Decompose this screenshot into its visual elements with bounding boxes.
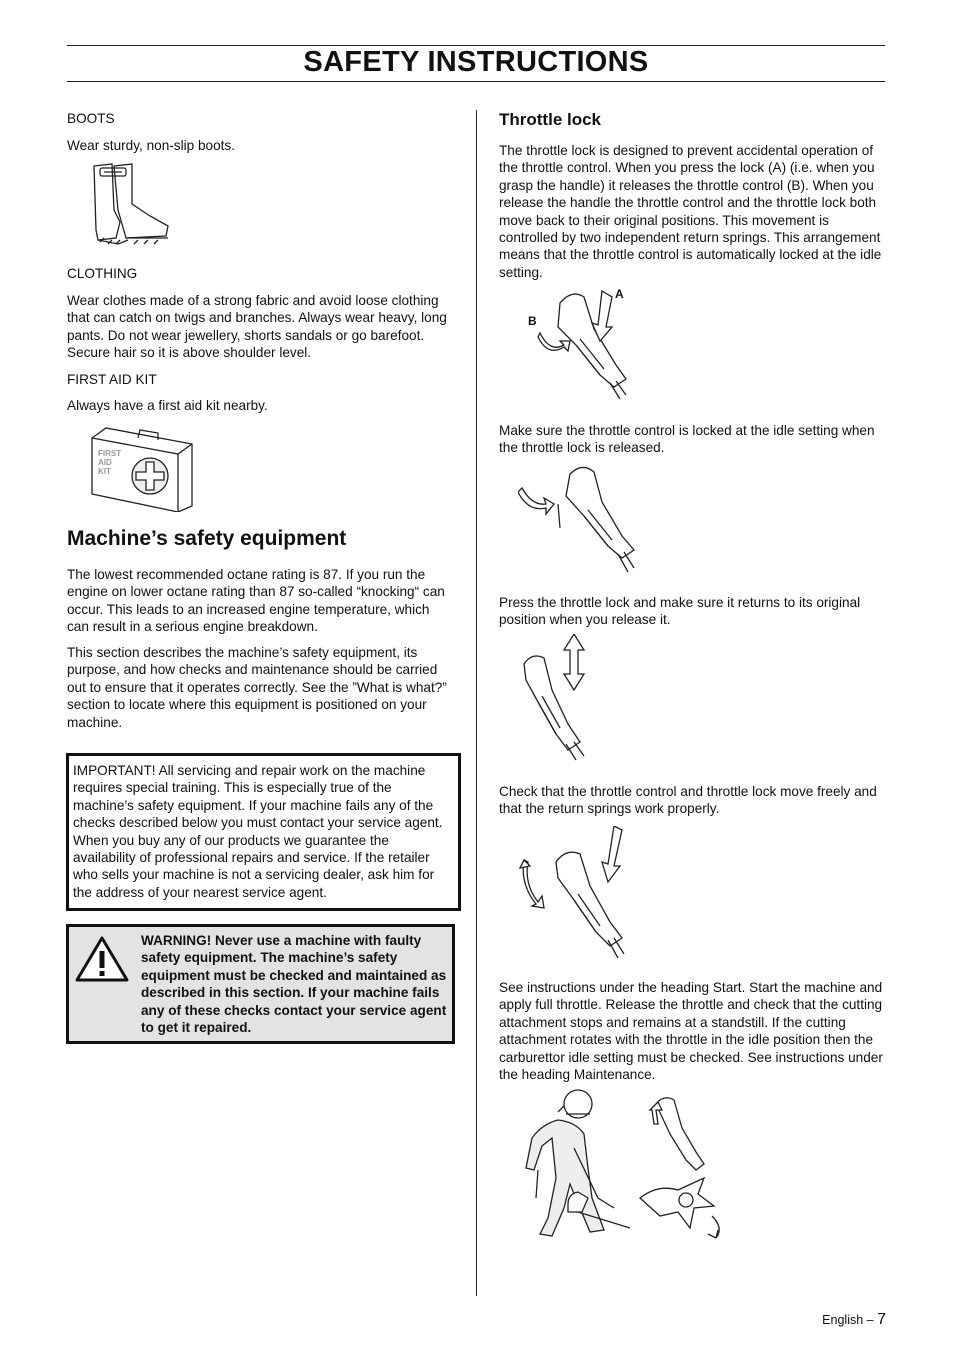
boots-text: Wear sturdy, non-slip boots. [67,138,235,153]
press-lock-paragraph: Press the throttle lock and make sure it returns to its original position when you release it. [499,595,861,628]
header-rule-bottom [67,81,885,82]
first-aid-kit-illustration [88,420,198,512]
footer-language: English [822,1313,864,1327]
important-notice-box [66,753,461,911]
throttle-idle-illustration [518,458,648,578]
label-b: B [528,314,537,328]
throttle-press-illustration [518,634,618,764]
page-footer [822,1311,886,1329]
boots-heading: BOOTS [67,111,115,126]
clothing-heading: CLOTHING [67,266,138,281]
octane-paragraph: The lowest recommended octane rating is 87. If you run the engine on lower octane rating than 87 so-called “knocking“ can occur. This leads to an increased engine temperature, which can result in a serious engine breakdown. [67,567,445,635]
move-freely-paragraph: Check that the throttle control and throttle lock move freely and that the return springs work properly. [499,784,877,817]
safety-equipment-paragraph: This section describes the machine’s safety equipment, its purpose, and how checks and maintenance should be carried out to ensure that it operates correctly. See the ”What is what?” section to locate where this equipment is positioned on your machine. [67,645,447,730]
kit-label-line3: KIT [98,467,111,476]
boots-illustration [88,160,178,250]
throttle-handle-illustration-ab [520,283,640,403]
warning-triangle-icon [74,935,130,983]
firstaid-heading: FIRST AID KIT [67,372,157,387]
throttle-move-illustration [518,826,648,966]
label-a: A [615,287,624,301]
firstaid-text: Always have a first aid kit nearby. [67,398,268,413]
warning-box [66,924,455,1044]
clothing-text: Wear clothes made of a strong fabric and avoid loose clothing that can catch on twigs and branches. Always wear heavy, long pants. Do not wear jewellery, shorts sandals or go barefoot. Secure hair so it is above shoulder level. [67,293,447,361]
kit-label-line2: AID [98,458,112,467]
section-title-machine-safety: Machine’s safety equipment [67,527,347,550]
footer-dash: – [866,1313,874,1327]
page-title: SAFETY INSTRUCTIONS [303,46,649,78]
throttle-lock-heading: Throttle lock [499,110,602,129]
operator-idle-test-illustration [518,1088,738,1243]
start-machine-paragraph: See instructions under the heading Start. Start the machine and apply full throttle. Release the throttle and check that the cutting attachment stops and remains at a standstill. If the cutting attachment rotates with the throttle in the idle position then the carburettor idle setting must be checked. See instructions under the heading Maintenance. [499,980,883,1083]
important-notice-text: IMPORTANT! All servicing and repair work on the machine requires special training. This is especially true of the machine’s safety equipment. If your machine fails any of the checks described below you must contact your service agent. When you buy any of our products we guarantee the availability of professional repairs and service. If the retailer who sells your machine is not a servicing dealer, ask him for the address of your nearest service agent. [73,763,443,900]
kit-label-line1: FIRST [98,449,122,458]
idle-check-paragraph: Make sure the throttle control is locked at the idle setting when the throttle lock is released. [499,423,875,456]
page-number: 7 [877,1311,886,1328]
throttle-lock-paragraph: The throttle lock is designed to prevent accidental operation of the throttle control. When you press the lock (A) (i.e. when you grasp the handle) it releases the throttle control (B). When you release the handle the throttle control and the throttle lock both move back to their original positions. This movement is controlled by two independent return springs. This arrangement means that the throttle control is automatically locked at the idle setting. [499,143,882,280]
warning-text: WARNING! Never use a machine with faulty safety equipment. The machine’s safety equipment must be checked and maintained as described in this section. If your machine fails any of these checks contact your service agent to get it repaired. [141,933,447,1036]
column-divider [476,110,477,1296]
